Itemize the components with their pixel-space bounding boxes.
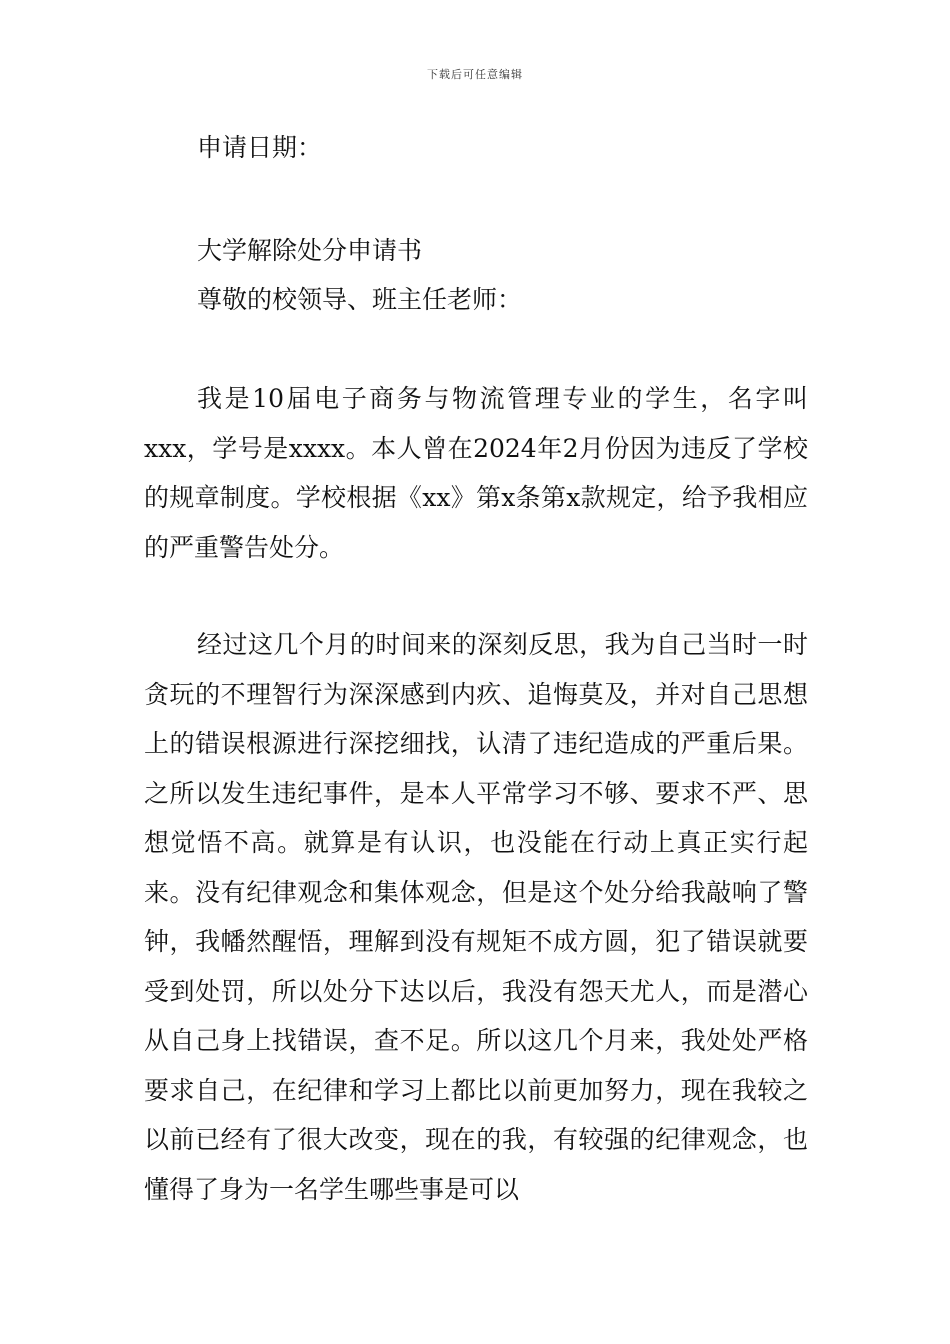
paragraph-2: 经过这几个月的时间来的深刻反思，我为自己当时一时贪玩的不理智行为深深感到内疚、追悔莫及，并对自己思想上的错误根源进行深挖细找，认清了违纪造成的严重后果。之所以发生违纪事件，是本人平常学习不够、要求不严、思想觉悟不高。就算是有认识，也没能在行动上真正实行起来。没有纪律观念和集体观念，但是这个处分给我敲响了警钟，我幡然醒悟，理解到没有规矩不成方圆，犯了错误就要受到处罚，所以处分下达以后，我没有怨天尤人，而是潜心从自己身上找错误，查不足。所以这几个月来，我处处严格要求自己，在纪律和学习上都比以前更加努力，现在我较之以前已经有了很大改变，现在的我，有较强的纪律观念，也懂得了身为一名学生哪些事是可以 (144, 630, 808, 1204)
date-label: 申请日期： (197, 133, 323, 162)
salutation: 尊敬的校领导、班主任老师： (197, 285, 523, 314)
header-note: 下载后可任意编辑 (427, 68, 523, 81)
document-title: 大学解除处分申请书 (197, 236, 423, 265)
paragraph-1: 我是10届电子商务与物流管理专业的学生，名字叫xxx，学号是xxxx。本人曾在2024年2月份因为违反了学校的规章制度。学校根据《xx》第x条第x款规定，给予我相应的严重警告处分。 (144, 384, 808, 562)
